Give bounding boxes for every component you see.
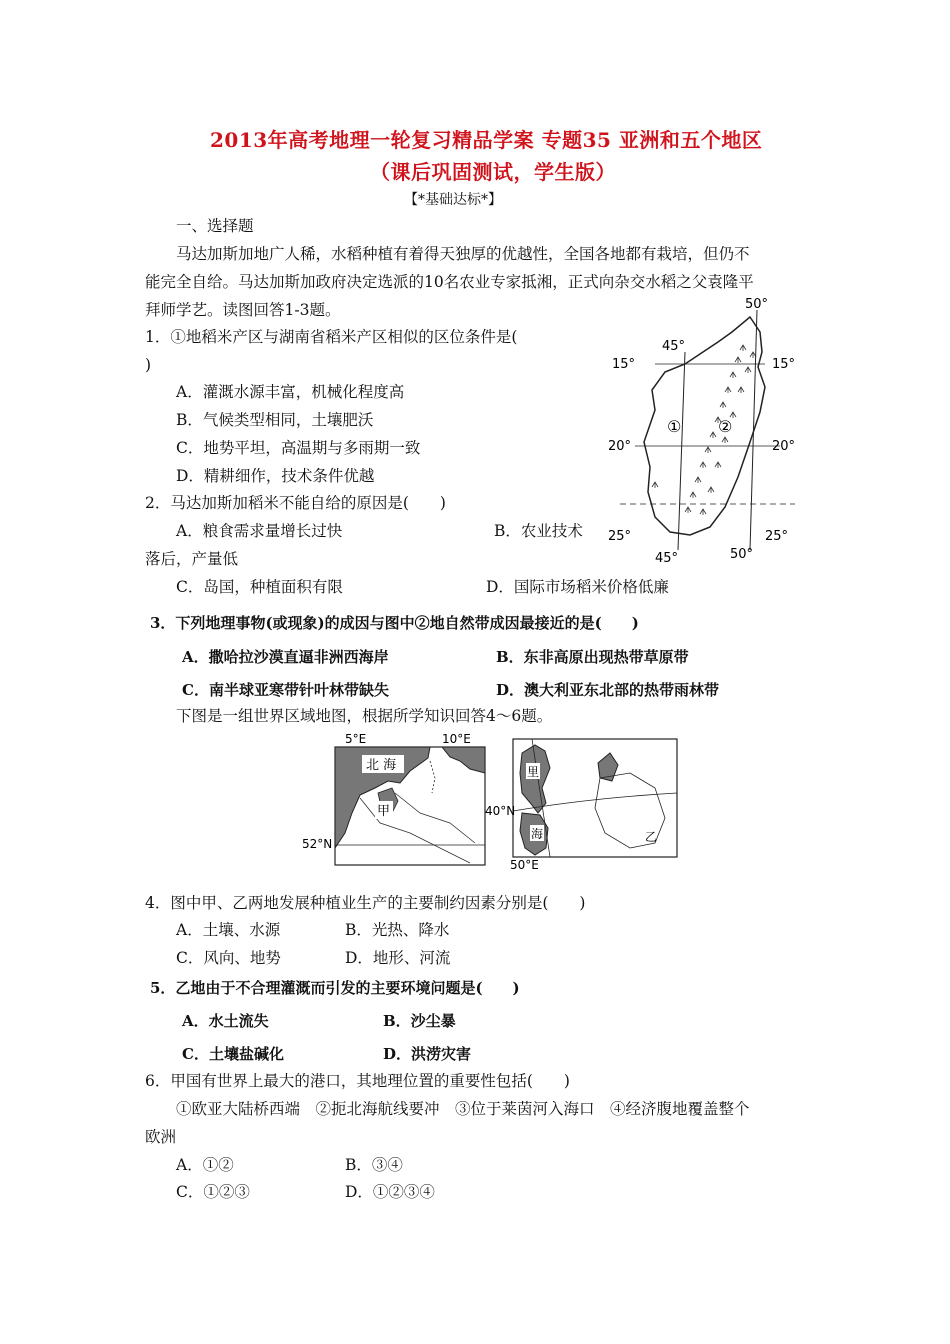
intro-line: 拜师学艺。读图回答1-3题。 (145, 301, 341, 319)
option: D．精耕细作，技术条件优越 (176, 467, 375, 485)
option: C．岛国，种植面积有限 (176, 578, 343, 596)
option: A．灌溉水源丰富，机械化程度高 (176, 383, 405, 401)
madagascar-map (600, 292, 810, 567)
lon-label: 45° (655, 551, 679, 566)
lat-label: 20° (772, 439, 796, 454)
doc-title-line2: （课后巩固测试，学生版） (370, 160, 616, 184)
lat-label: 15° (772, 357, 796, 372)
option: C．地势平坦，高温期与多雨期一致 (176, 439, 421, 457)
option: B．农业技术 (494, 522, 583, 540)
section-tag: 【*基础达标*】 (404, 192, 502, 208)
option: A．土壤、水源 (176, 921, 281, 939)
statement-list-cont: 欧洲 (145, 1128, 177, 1146)
intro-line: 下图是一组世界区域地图，根据所学知识回答4～6题。 (176, 707, 553, 725)
option: D．国际市场稻米价格低廉 (486, 578, 669, 596)
lon-label: 5°E (345, 733, 367, 746)
option: C．土壤盐碱化 (182, 1045, 284, 1063)
place-jia: 甲 (377, 804, 391, 819)
lon-label: 50° (730, 547, 754, 562)
option: C．①②③ (176, 1183, 250, 1201)
sea-label: 北 海 (366, 758, 397, 773)
option: D．①②③④ (345, 1183, 435, 1201)
question-stem: 3．下列地理事物(或现象)的成因与图中②地自然带成因最接近的是( ) (150, 614, 639, 632)
lon-label: 45° (662, 339, 686, 354)
caspian-map (480, 733, 680, 873)
question-stem: 5．乙地由于不合理灌溉而引发的主要环境问题是( ) (150, 979, 520, 997)
marker-1: ① (667, 417, 682, 436)
option: B．光热、降水 (345, 921, 450, 939)
sea-label-li: 里 (527, 765, 540, 779)
option: D．地形、河流 (345, 949, 451, 967)
option-cont: 落后，产量低 (145, 550, 239, 568)
option: B．③④ (345, 1156, 403, 1174)
statement-list: ①欧亚大陆桥西端 ②扼北海航线要冲 ③位于莱茵河入海口 ④经济腹地覆盖整个 (176, 1100, 750, 1118)
question-stem: 2．马达加斯加稻米不能自给的原因是( ) (145, 494, 446, 512)
sea-label-hai: 海 (531, 827, 544, 841)
marker-2: ② (718, 417, 733, 436)
question-stem: 6．甲国有世界上最大的港口，其地理位置的重要性包括( ) (145, 1072, 570, 1090)
intro-line: 马达加斯加地广人稀，水稻种植有着得天独厚的优越性，全国各地都有栽培，但仍不 (176, 245, 750, 263)
option: D．澳大利亚东北部的热带雨林带 (496, 681, 720, 699)
question-stem: 1．①地稻米产区与湖南省稻米产区相似的区位条件是( (145, 328, 518, 346)
option: A．撒哈拉沙漠直逼非洲西海岸 (182, 648, 389, 666)
lat-label: 15° (612, 357, 636, 372)
intro-line: 能完全自给。马达加斯加政府决定选派的10名农业专家抵湘，正式向杂交水稻之父袁隆平 (145, 273, 754, 291)
lat-label: 20° (608, 439, 632, 454)
question-stem-cont: ) (145, 356, 152, 374)
option: B．气候类型相同，土壤肥沃 (176, 411, 374, 429)
lon-label: 50°E (510, 858, 539, 872)
section-heading: 一、选择题 (176, 217, 254, 235)
doc-title-line1: 2013年高考地理一轮复习精品学案 专题35 亚洲和五个地区 (210, 128, 763, 152)
option: B．东非高原出现热带草原带 (496, 648, 689, 666)
option: D．洪涝灾害 (383, 1045, 472, 1063)
option: B．沙尘暴 (383, 1012, 456, 1030)
lon-label: 50° (745, 297, 769, 312)
netherlands-map (300, 733, 490, 873)
question-stem: 4．图中甲、乙两地发展种植业生产的主要制约因素分别是( ) (145, 894, 586, 912)
place-yi: 乙 (645, 830, 658, 844)
lat-label: 52°N (302, 837, 333, 851)
lat-label: 25° (608, 529, 632, 544)
option: A．①② (176, 1156, 234, 1174)
option: C．南半球亚寒带针叶林带缺失 (182, 681, 389, 699)
lon-label: 10°E (442, 733, 471, 746)
option: A．粮食需求量增长过快 (176, 522, 343, 540)
option: A．水土流失 (182, 1012, 269, 1030)
lat-label: 40°N (485, 804, 516, 818)
lat-label: 25° (765, 529, 789, 544)
option: C．风向、地势 (176, 949, 281, 967)
